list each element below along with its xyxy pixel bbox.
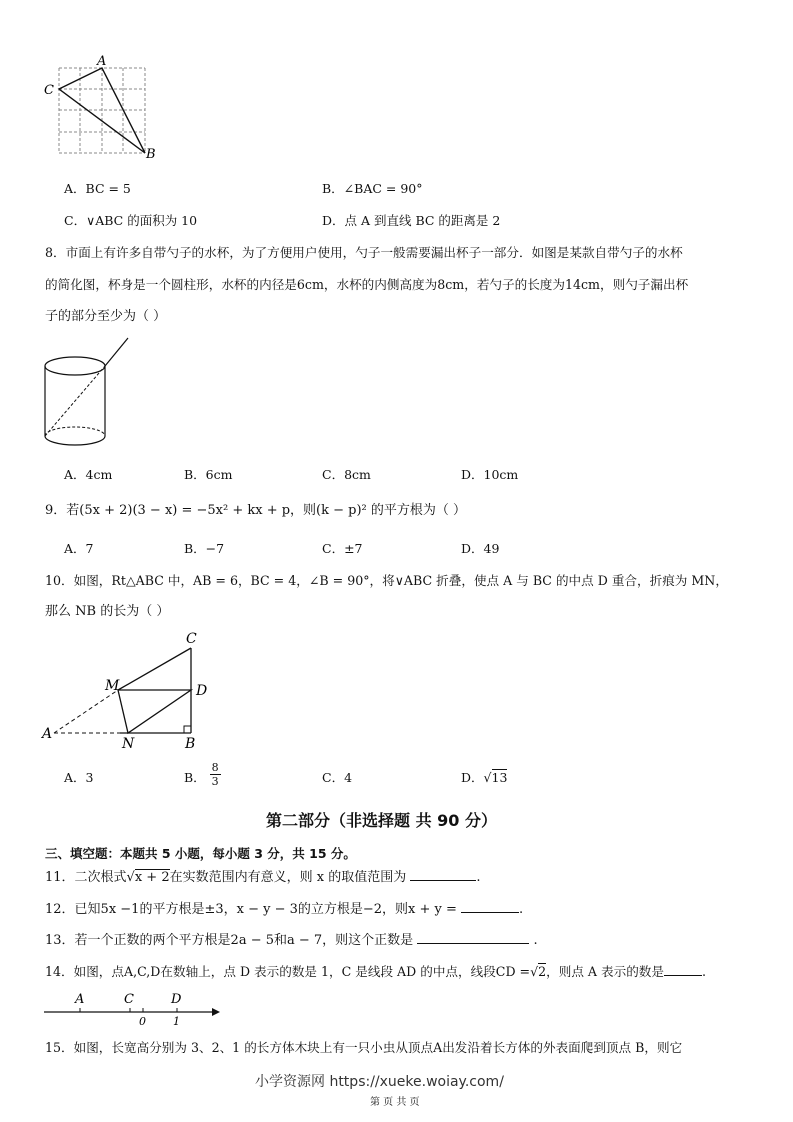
q7-grid-figure <box>40 52 165 164</box>
q10-label-c: C <box>186 631 197 647</box>
q8-stem-line1: 8．市面上有许多自带勺子的水杯，为了方便用户使用，勺子一般需要漏出杯子一部分．如图是某款自带勺子的水杯 <box>45 245 683 260</box>
q14-axis-label-a: A <box>75 992 85 1007</box>
q11-text-post: 在实数范围内有意义，则 x 的取值范围为 <box>169 870 407 885</box>
q8-cup-figure <box>38 334 138 449</box>
q13-end: . <box>533 933 538 948</box>
q7-option-b: B．∠BAC = 90° <box>322 181 423 196</box>
q10-triangle-figure <box>40 628 220 753</box>
q8-stem-line2: 的简化图，杯身是一个圆柱形，水杯的内径是6cm，水杯的内侧高度为8cm，若勺子的长度为14cm，则勺子漏出杯 <box>45 277 689 292</box>
q14-axis-label-d: D <box>171 992 182 1007</box>
q14-text-pre: 14．如图，点A,C,D在数轴上，点 D 表示的数是 1，C 是线段 AD 的中点，线段CD = <box>45 964 531 979</box>
q10-label-n: N <box>122 736 135 752</box>
footer-page-number: 第 页 共 页 <box>370 1097 420 1108</box>
q14-sqrt-sign: √ <box>530 964 539 979</box>
q10-option-b-fraction <box>210 761 221 788</box>
q11-text-pre: 11．二次根式 <box>45 870 127 885</box>
q10-option-b-numerator: 8 <box>211 761 219 774</box>
q7-option-c: C．∨ABC 的面积为 10 <box>64 213 198 228</box>
q10-option-d-radicand: 13 <box>491 770 508 785</box>
q9-option-c: C．±7 <box>322 541 363 556</box>
q11-line <box>45 868 481 887</box>
q7-label-b: B <box>146 147 156 162</box>
q7-option-a: A．BC = 5 <box>64 181 131 196</box>
q13-answer-blank[interactable] <box>417 931 529 944</box>
q10-label-d: D <box>196 683 208 699</box>
q8-option-a: A．4cm <box>64 467 113 482</box>
q14-line <box>45 963 706 981</box>
q11-radicand: x + 2 <box>134 870 170 885</box>
q14-end: . <box>702 964 707 979</box>
q14-axis-tick-0: 0 <box>139 1015 146 1028</box>
q10-option-d-sqrt-sign: √ <box>483 770 492 785</box>
q7-label-c: C <box>44 83 54 98</box>
q9-stem: 9．若(5x + 2)(3 − x) = −5x² + kx + p，则(k − p)² 的平方根为（ ） <box>45 503 467 518</box>
q7-option-d: D．点 A 到直线 BC 的距离是 2 <box>322 213 501 228</box>
q8-option-b: B．6cm <box>184 467 233 482</box>
q8-option-d: D．10cm <box>461 467 519 482</box>
q9-option-b: B．−7 <box>184 541 225 556</box>
q9-option-a: A．7 <box>64 541 94 556</box>
q15-stem-line1: 15．如图，长宽高分别为 3、2、1 的长方体木块上有一只小虫从顶点A出发沿着长方体的外表面爬到顶点 B，则它 <box>45 1040 683 1055</box>
q10-option-d <box>461 769 507 787</box>
q11-answer-blank[interactable] <box>410 868 476 881</box>
q10-option-a: A．3 <box>64 770 94 785</box>
q11-sqrt-sign: √ <box>126 870 135 885</box>
q10-option-b-prefix: B． <box>184 770 206 785</box>
q13-text: 13．若一个正数的两个平方根是2a − 5和a − 7，则这个正数是 <box>45 933 414 948</box>
q14-text-post: ，则点 A 表示的数是 <box>546 964 664 979</box>
q8-option-c: C．8cm <box>322 467 371 482</box>
q14-answer-blank[interactable] <box>664 963 702 976</box>
q10-stem-line1: 10．如图，Rt△ABC 中，AB = 6，BC = 4，∠B = 90°，将∨ABC 折叠，使点 A 与 BC 的中点 D 重合，折痕为 MN， <box>45 573 728 588</box>
q10-label-b: B <box>185 736 196 752</box>
q10-option-c: C．4 <box>322 770 353 785</box>
q7-label-a: A <box>97 54 107 69</box>
part2-title: 第二部分（非选择题 共 90 分） <box>266 811 497 830</box>
q14-axis-label-c: C <box>124 992 134 1007</box>
q10-label-a: A <box>42 726 53 742</box>
q10-option-d-prefix: D． <box>461 770 484 785</box>
q8-stem-line3: 子的部分至少为（ ） <box>45 309 167 324</box>
q10-option-b <box>184 761 221 788</box>
q14-radicand: 2 <box>538 964 547 979</box>
q14-number-line <box>40 988 225 1028</box>
q12-line <box>45 900 523 919</box>
q12-answer-blank[interactable] <box>461 900 519 913</box>
q12-text: 12．已知5x −1的平方根是±3，x − y − 3的立方根是−2，则x + y = <box>45 902 457 917</box>
q10-label-m: M <box>105 678 120 694</box>
q9-option-d: D．49 <box>461 541 500 556</box>
q10-stem-line2: 那么 NB 的长为（ ） <box>45 604 170 619</box>
q14-axis-tick-1: 1 <box>173 1015 180 1028</box>
q10-option-b-denominator: 3 <box>211 775 219 788</box>
q13-line <box>45 931 538 950</box>
footer-watermark-url: 小学资源网 https://xueke.woiay.com/ <box>255 1074 504 1090</box>
section3-heading: 三、填空题：本题共 5 小题，每小题 3 分，共 15 分。 <box>45 846 356 861</box>
q11-end: . <box>476 870 481 885</box>
q12-end: . <box>519 902 524 917</box>
